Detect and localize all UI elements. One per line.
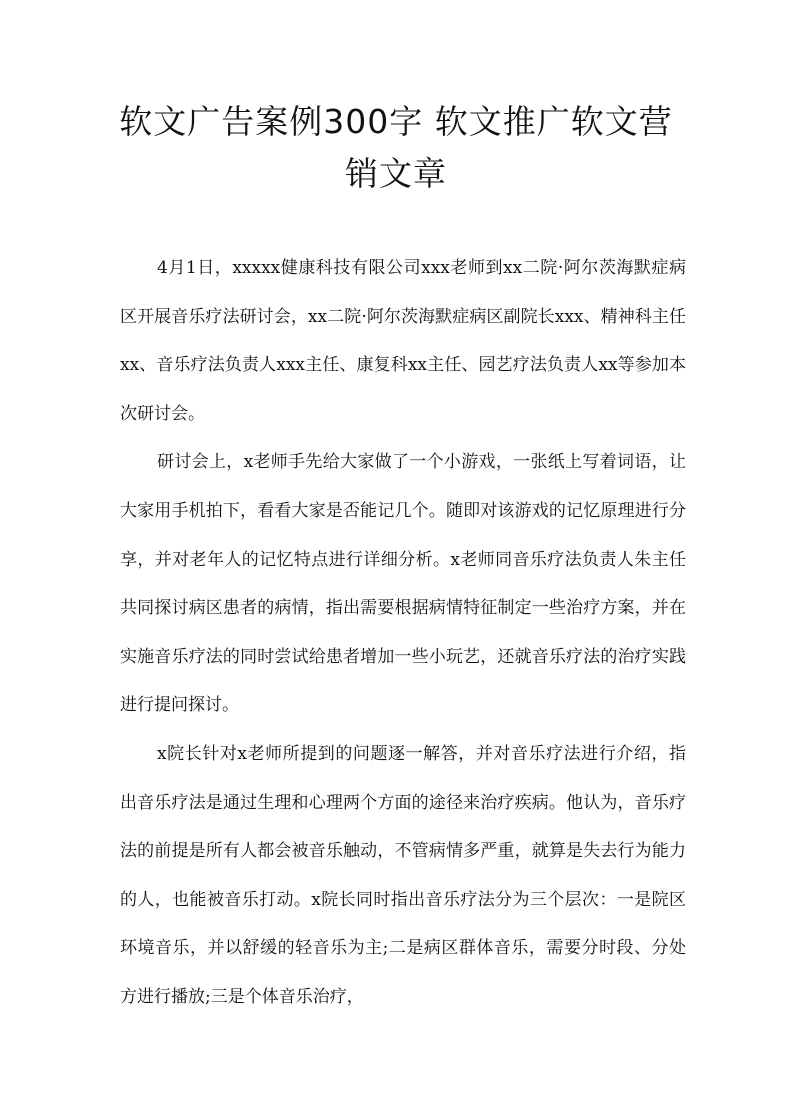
paragraph-2: 研讨会上，x老师手先给大家做了一个小游戏，一张纸上写着词语，让大家用手机拍下，看看大家是否能记几个。随即对该游戏的记忆原理进行分享，并对老年人的记忆特点进行详细分析。x老师同音乐疗法负责人朱主任共同探讨病区患者的病情，指出需要根据病情特征制定一些治疗方案，并在实施音乐疗法的同时尝试给患者增加一些小玩艺，还就音乐疗法的治疗实践进行提问探讨。 [120, 452, 686, 716]
title-line: 软文广告案例300字 软文推广软文营 [119, 102, 673, 141]
paragraph-3: x院长针对x老师所提到的问题逐一解答，并对音乐疗法进行介绍，指出音乐疗法是通过生理和心理两个方面的途径来治疗疾病。他认为，音乐疗法的前提是所有人都会被音乐触动，不管病情多严重，就算是失去行为能力的人，也能被音乐打动。x院长同时指出音乐疗法分为三个层次：一是院区环境音乐，并以舒缓的轻音乐为主;二是病区群体音乐，需要分时段、分处方进行播放;三是个体音乐治疗， [120, 743, 686, 1007]
paragraph-1: 4月1日，xxxxx健康科技有限公司xxx老师到xx二院·阿尔茨海默症病区开展音乐疗法研讨会，xx二院·阿尔茨海默症病区副院长xxx、精神科主任xx、音乐疗法负责人xxx主任、康复科xx主任、园艺疗法负责人xx等参加本次研讨会。 [120, 258, 686, 424]
title-line: 销文章 [345, 154, 447, 193]
document-title [60, 96, 732, 200]
document-body [120, 244, 686, 1022]
